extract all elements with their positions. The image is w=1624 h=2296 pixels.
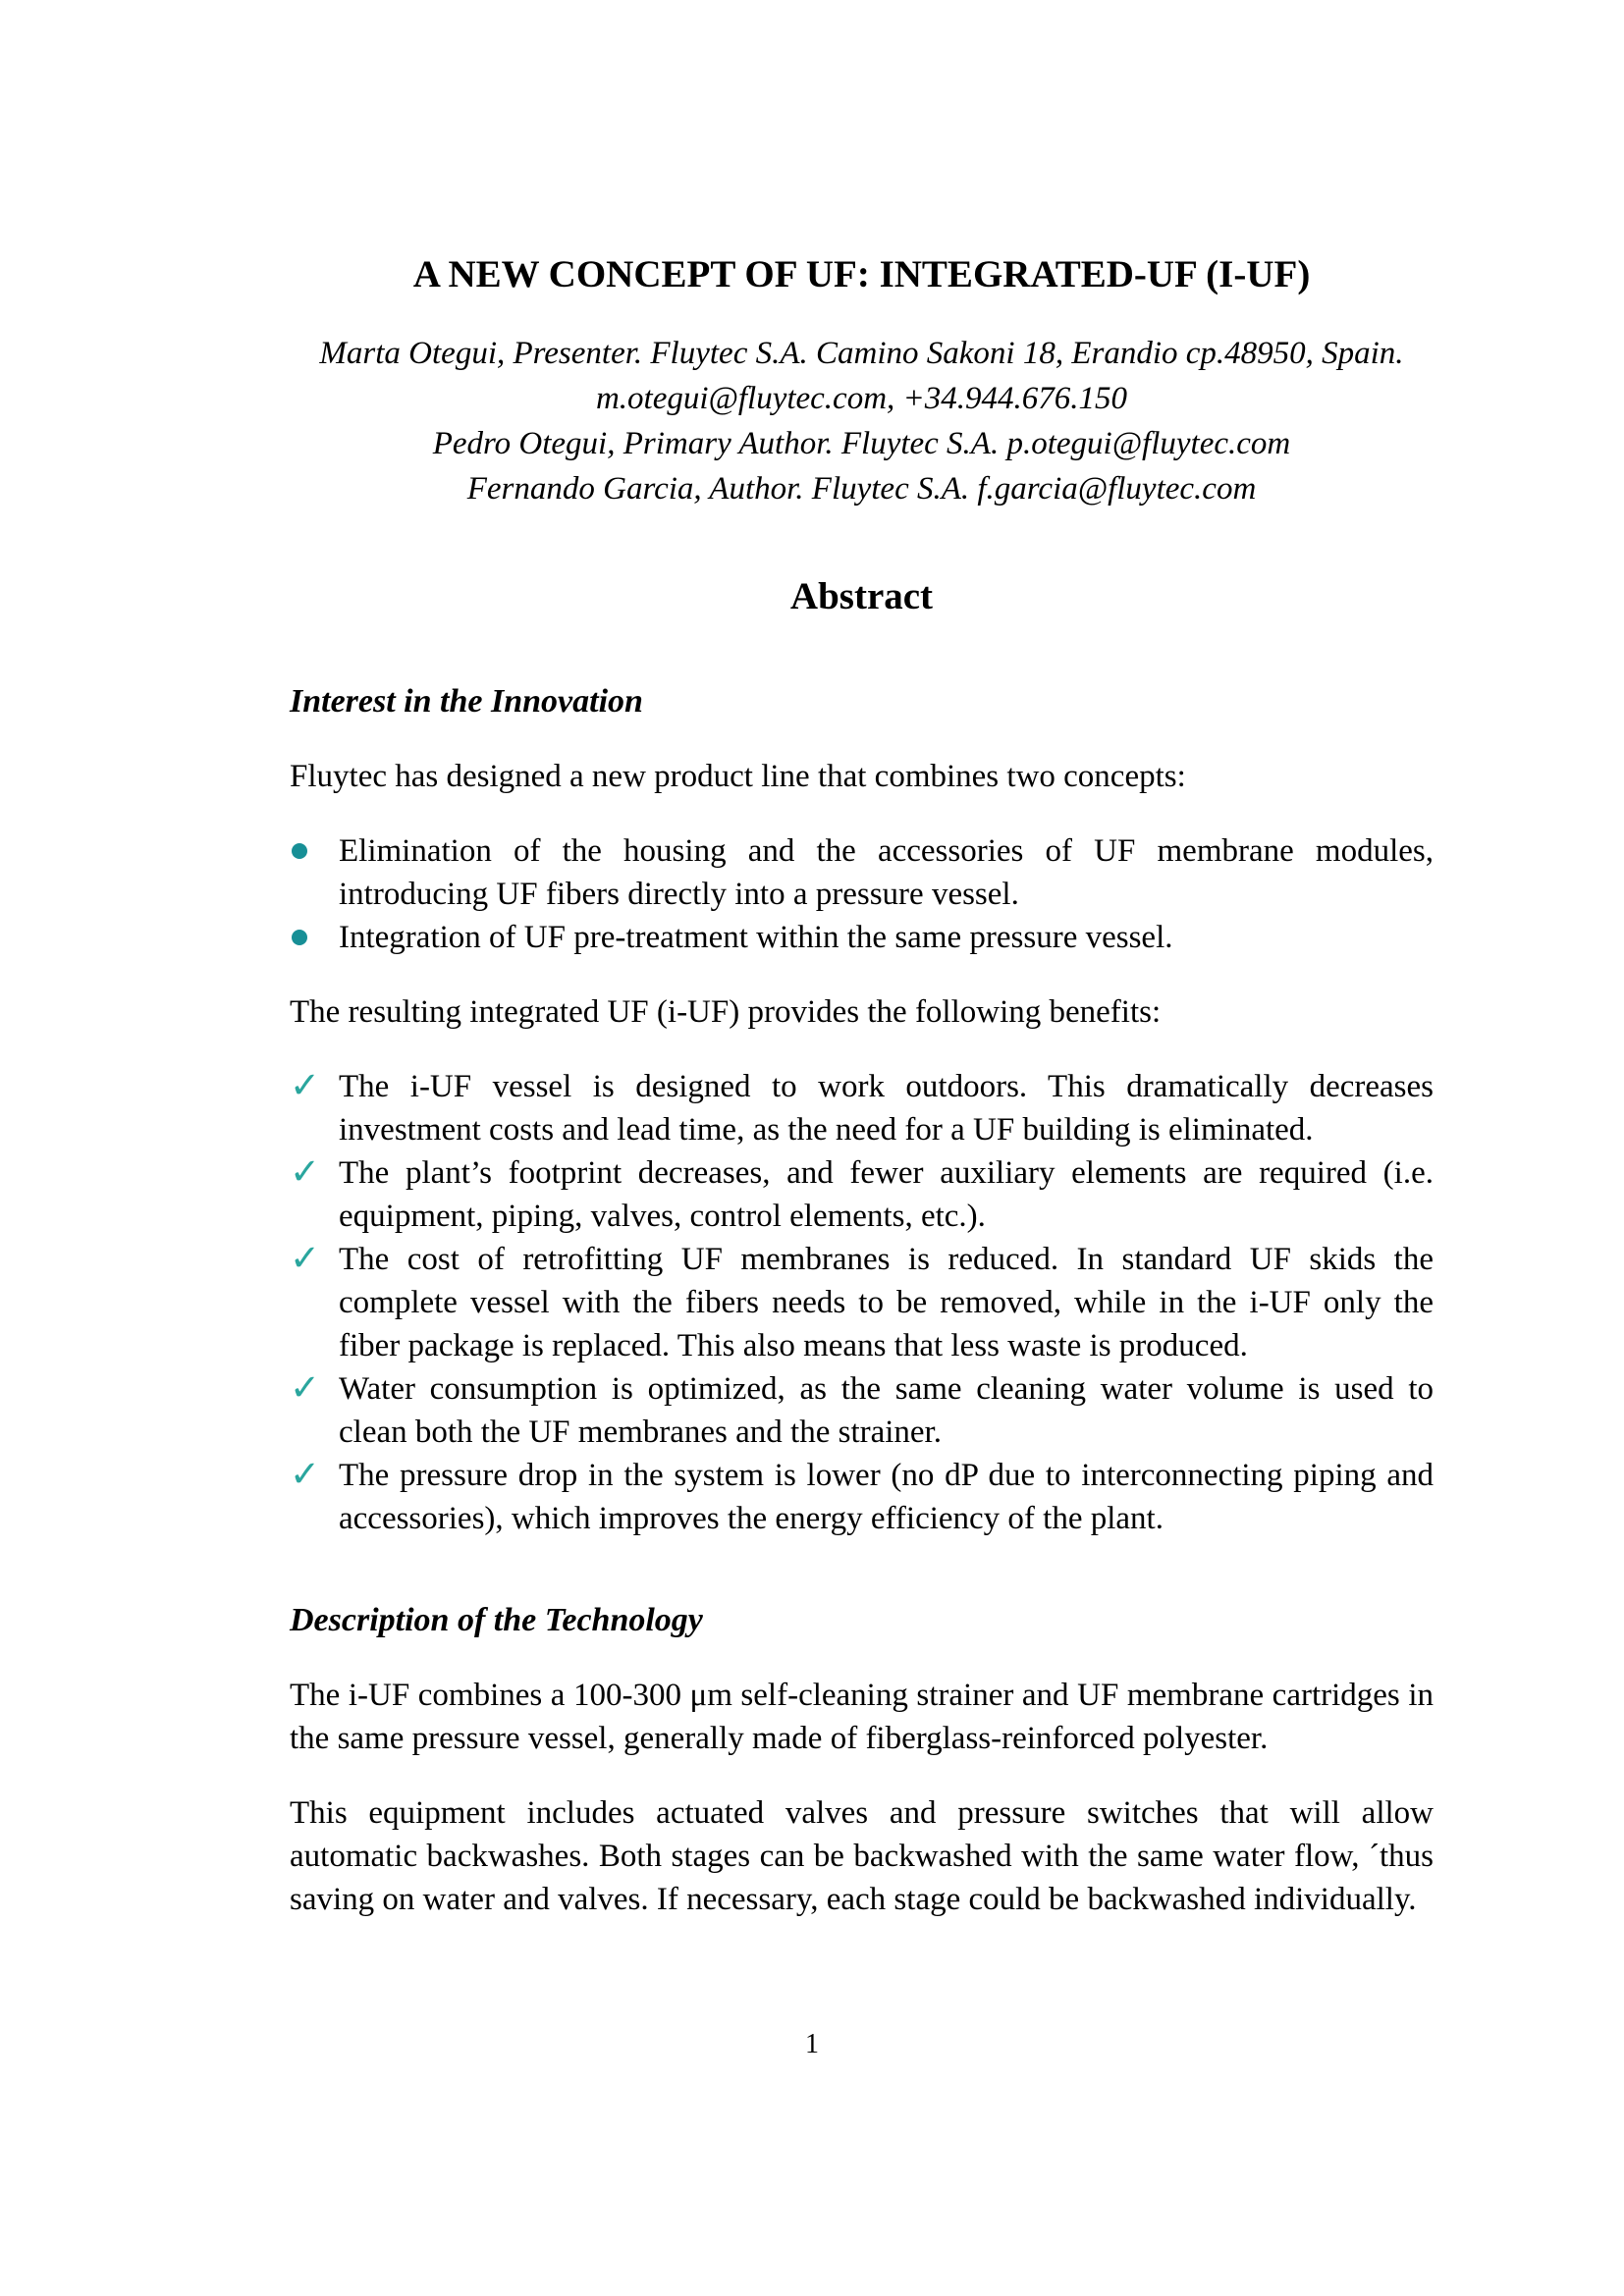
list-item — [290, 916, 1434, 959]
check-icon: ✓ — [290, 1366, 321, 1409]
marker-cell — [290, 1454, 339, 1497]
author-block — [290, 331, 1434, 511]
marker-cell — [290, 1238, 339, 1281]
section-heading-description: Description of the Technology — [290, 1602, 703, 1638]
marker-cell — [290, 1367, 339, 1411]
author-line-1: Marta Otegui, Presenter. Fluytec S.A. Camino Sakoni 18, Erandio cp.48950, Spain. — [319, 336, 1404, 371]
abstract-heading: Abstract — [789, 575, 934, 617]
technology-paragraph-1: The i-UF combines a 100-300 μm self-cleaning strainer and UF membrane cartridges in the same pressure vessel, generally made of fiberglass-reinforced polyester. — [290, 1678, 1434, 1756]
author-line-4: Fernando Garcia, Author. Fluytec S.A. f.garcia@fluytec.com — [466, 471, 1257, 507]
list-item — [290, 1238, 1434, 1367]
paper-title: A NEW CONCEPT OF UF: INTEGRATED-UF (I-UF) — [412, 253, 1311, 295]
marker-cell — [290, 829, 339, 859]
list-item — [290, 1367, 1434, 1454]
marker-cell — [290, 916, 339, 945]
check-icon: ✓ — [290, 1237, 321, 1279]
technology-paragraph-2: This equipment includes actuated valves and pressure switches that will allow automatic backwashes. Both stages can be backwashed with the same water flow, ´thus saving on water and valves. If necessary, each stage could be backwashed individually. — [290, 1795, 1434, 1917]
list-item-text: Water consumption is optimized, as the same cleaning water volume is used to clean both the UF membranes and the strainer. — [339, 1371, 1434, 1450]
author-line-3: Pedro Otegui, Primary Author. Fluytec S.A. p.otegui@fluytec.com — [432, 426, 1291, 461]
list-item — [290, 1454, 1434, 1540]
list-item — [290, 1151, 1434, 1238]
list-item — [290, 829, 1434, 916]
check-icon: ✓ — [290, 1064, 321, 1106]
benefits-intro-paragraph: The resulting integrated UF (i-UF) provides the following benefits: — [290, 994, 1162, 1030]
checkmark-list — [290, 1065, 1434, 1540]
marker-cell — [290, 1151, 339, 1195]
list-item-text: The plant’s footprint decreases, and fewer auxiliary elements are required (i.e. equipment, piping, valves, control elements, etc.). — [339, 1155, 1434, 1234]
list-item-text: The cost of retrofitting UF membranes is reduced. In standard UF skids the complete vessel with the fibers needs to be removed, while in the i-UF only the fiber package is replaced. This also means that less waste is produced. — [339, 1242, 1434, 1363]
list-item-text: The pressure drop in the system is lower (no dP due to interconnecting piping and accessories), which improves the energy efficiency of the plant. — [339, 1458, 1434, 1536]
bullet-list — [290, 829, 1434, 959]
list-item — [290, 1065, 1434, 1151]
bullet-dot-icon — [292, 843, 307, 859]
page-number: 1 — [805, 2029, 819, 2059]
intro-paragraph: Fluytec has designed a new product line that combines two concepts: — [290, 759, 1186, 794]
marker-cell — [290, 1065, 339, 1108]
list-item-text: The i-UF vessel is designed to work outdoors. This dramatically decreases investment costs and lead time, as the need for a UF building is eliminated. — [339, 1069, 1434, 1148]
list-item-text: Integration of UF pre-treatment within the same pressure vessel. — [339, 920, 1173, 955]
check-icon: ✓ — [290, 1150, 321, 1193]
list-item-text: Elimination of the housing and the accessories of UF membrane modules, introducing UF fibers directly into a pressure vessel. — [339, 833, 1434, 912]
bullet-dot-icon — [292, 930, 307, 945]
section-heading-interest: Interest in the Innovation — [290, 683, 643, 720]
author-line-2: m.otegui@fluytec.com, +34.944.676.150 — [595, 381, 1128, 416]
check-icon: ✓ — [290, 1453, 321, 1495]
